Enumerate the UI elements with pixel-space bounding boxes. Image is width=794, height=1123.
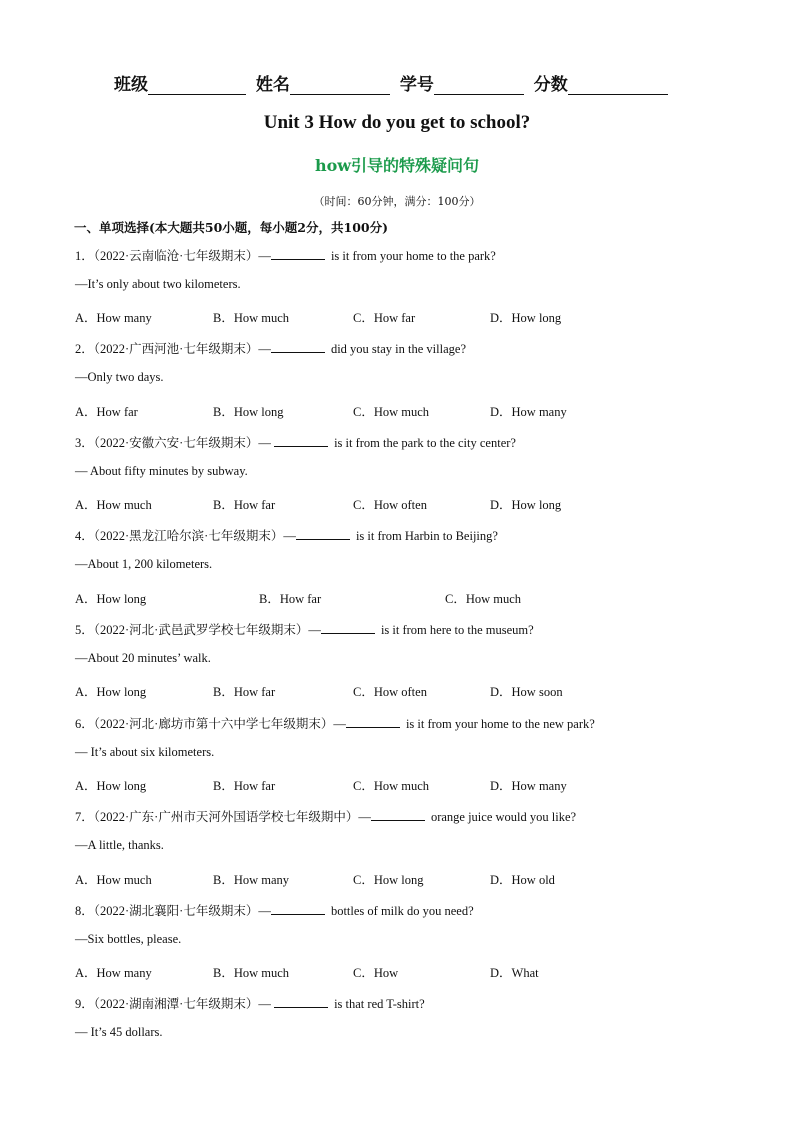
answer-blank[interactable] [271,342,325,353]
option-2b[interactable]: B．How long [213,405,284,419]
question-4-text: is it from Harbin to Beijing? [352,529,498,543]
question-5 [75,620,534,638]
question-9-reply: — It’s 45 dollars. [75,1025,163,1039]
page-subtitle: how引导的特殊疑问句 [314,156,480,175]
option-3c[interactable]: C．How often [353,498,427,512]
question-3-text: is it from the park to the city center? [330,436,516,450]
option-1c[interactable]: C．How far [353,311,416,325]
exam-meta: （时间：60分钟，满分：100分） [313,195,481,208]
option-8d[interactable]: D．What [490,966,539,980]
score-blank [568,76,668,95]
question-9-text: is that red T-shirt? [330,997,425,1011]
page-title: Unit 3 How do you get to school? [263,112,531,133]
question-2 [75,339,466,357]
answer-blank[interactable] [296,529,350,540]
question-9-number: 9．（2022·湖南湘潭·七年级期末）— [75,997,274,1011]
option-8a[interactable]: A．How many [75,966,152,980]
option-1b[interactable]: B．How much [213,311,290,325]
option-5d[interactable]: D．How soon [490,685,563,699]
answer-blank[interactable] [271,249,325,260]
question-5-text: is it from here to the museum? [377,623,534,637]
student-id-label: 学号 [399,75,434,95]
answer-blank[interactable] [371,810,425,821]
question-1-text: is it from your home to the park? [327,249,496,263]
question-7 [75,807,576,825]
question-3-reply: — About fifty minutes by subway. [75,464,248,478]
option-8b[interactable]: B．How much [213,966,290,980]
student-id-blank [434,76,524,95]
student-info-header [114,70,694,94]
question-5-reply: —About 20 minutes’ walk. [75,651,211,665]
question-7-text: orange juice would you like? [427,810,577,824]
option-6d[interactable]: D．How many [490,779,567,793]
option-4c[interactable]: C．How much [445,592,522,606]
question-3 [75,433,516,451]
option-2a[interactable]: A．How far [75,405,138,419]
question-4-number: 4．（2022·黑龙江哈尔滨·七年级期末）— [75,529,296,543]
name-blank [290,76,390,95]
question-4 [75,526,498,544]
answer-blank[interactable] [274,436,328,447]
option-5c[interactable]: C．How often [353,685,427,699]
answer-blank[interactable] [271,904,325,915]
name-label: 姓名 [255,75,290,95]
question-8-reply: —Six bottles, please. [75,932,182,946]
question-8-number: 8．（2022·湖北襄阳·七年级期末）— [75,904,271,918]
question-6-text: is it from your home to the new park? [402,717,595,731]
option-7d[interactable]: D．How old [490,873,555,887]
question-2-text: did you stay in the village? [327,342,466,356]
answer-blank[interactable] [346,717,400,728]
option-2d[interactable]: D．How many [490,405,567,419]
option-4a[interactable]: A．How long [75,592,147,606]
question-4-reply: —About 1, 200 kilometers. [75,557,213,571]
option-7c[interactable]: C．How long [353,873,424,887]
question-7-number: 7．（2022·广东·广州市天河外国语学校七年级期中）— [75,810,371,824]
option-3d[interactable]: D．How long [490,498,562,512]
option-6a[interactable]: A．How long [75,779,147,793]
question-3-number: 3．（2022·安徽六安·七年级期末）— [75,436,274,450]
question-7-reply: —A little, thanks. [75,838,164,852]
option-4b[interactable]: B．How far [259,592,322,606]
class-label: 班级 [114,75,148,95]
option-7b[interactable]: B．How many [213,873,290,887]
question-1 [75,246,496,264]
option-6b[interactable]: B．How far [213,779,276,793]
option-5b[interactable]: B．How far [213,685,276,699]
question-6-number: 6．（2022·河北·廊坊市第十六中学七年级期末）— [75,717,346,731]
question-2-reply: —Only two days. [75,370,164,384]
question-6 [75,714,595,732]
question-5-number: 5．（2022·河北·武邑武罗学校七年级期末）— [75,623,321,637]
option-6c[interactable]: C．How much [353,779,430,793]
option-2c[interactable]: C．How much [353,405,430,419]
question-6-reply: — It’s about six kilometers. [75,745,215,759]
section-heading: 一、单项选择(本大题共50小题，每小题2分，共100分) [74,220,389,235]
option-8c[interactable]: C．How [353,966,399,980]
class-blank [148,76,246,95]
question-1-number: 1．（2022·云南临沧·七年级期末）— [75,249,271,263]
answer-blank[interactable] [321,623,375,634]
option-1a[interactable]: A．How many [75,311,152,325]
question-9 [75,994,425,1012]
question-2-number: 2．（2022·广西河池·七年级期末）— [75,342,271,356]
question-1-reply: —It’s only about two kilometers. [75,277,241,291]
option-5a[interactable]: A．How long [75,685,147,699]
score-label: 分数 [533,75,568,95]
question-8-text: bottles of milk do you need? [327,904,474,918]
option-3b[interactable]: B．How far [213,498,276,512]
option-7a[interactable]: A．How much [75,873,152,887]
option-1d[interactable]: D．How long [490,311,562,325]
answer-blank[interactable] [274,997,328,1008]
option-3a[interactable]: A．How much [75,498,152,512]
question-8 [75,901,474,919]
